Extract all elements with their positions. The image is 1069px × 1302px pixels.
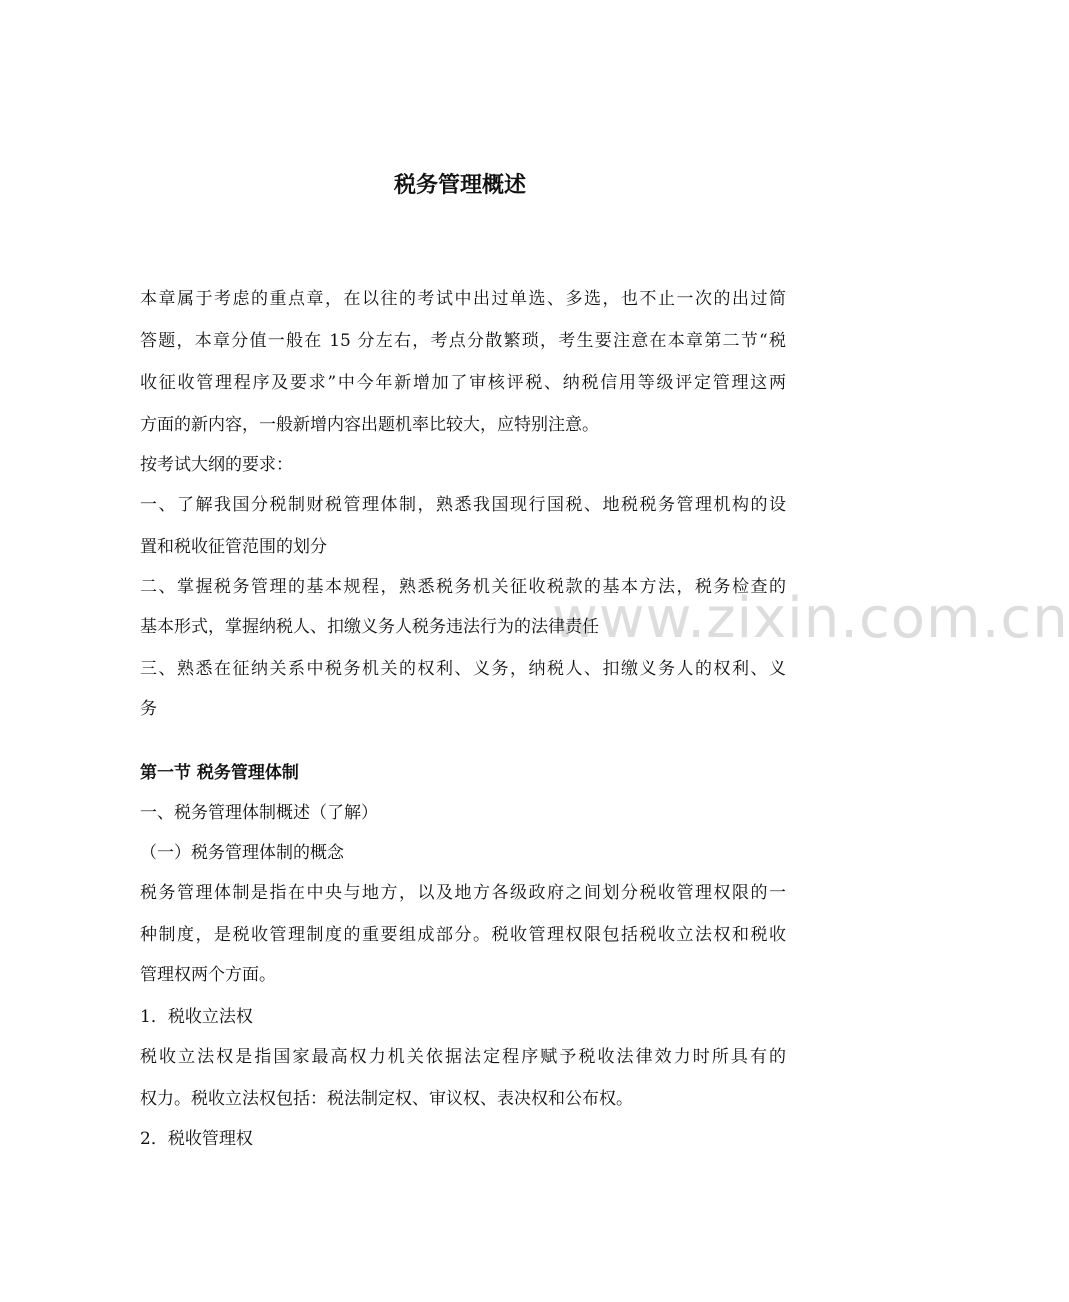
- syllabus-item-line: 务: [140, 699, 157, 719]
- body-paragraph-line: 管理权两个方面。: [140, 965, 276, 985]
- intro-paragraph-line: 收征收管理程序及要求”中今年新增加了审核评税、纳税信用等级评定管理这两: [140, 373, 786, 393]
- subsection-heading: （一）税务管理体制的概念: [140, 843, 344, 863]
- section-heading: 第一节 税务管理体制: [140, 763, 299, 783]
- body-paragraph-line: 种制度，是税收管理制度的重要组成部分。税收管理权限包括税收立法权和税收: [140, 925, 786, 945]
- numbered-heading: 2．税收管理权: [140, 1129, 253, 1149]
- intro-paragraph-line: 方面的新内容，一般新增内容出题机率比较大，应特别注意。: [140, 415, 599, 435]
- body-paragraph-line: 权力。税收立法权包括：税法制定权、审议权、表决权和公布权。: [140, 1089, 633, 1109]
- syllabus-item-line: 三、熟悉在征纳关系中税务机关的权利、义务，纳税人、扣缴义务人的权利、义: [140, 659, 786, 679]
- body-paragraph-line: 税务管理体制是指在中央与地方，以及地方各级政府之间划分税收管理权限的一: [140, 883, 786, 903]
- syllabus-item-line: 二、掌握税务管理的基本规程，熟悉税务机关征收税款的基本方法，税务检查的: [140, 577, 786, 597]
- page-title: 税务管理概述: [393, 173, 526, 198]
- syllabus-item-line: 置和税收征管范围的划分: [140, 537, 327, 557]
- intro-paragraph-line: 本章属于考虑的重点章，在以往的考试中出过单选、多选，也不止一次的出过简: [140, 289, 786, 309]
- syllabus-item-line: 基本形式，掌握纳税人、扣缴义务人税务违法行为的法律责任: [140, 617, 599, 637]
- intro-paragraph-line: 答题，本章分值一般在 15 分左右，考点分散繁琐，考生要注意在本章第二节“税: [140, 331, 786, 351]
- body-paragraph-line: 税收立法权是指国家最高权力机关依据法定程序赋予税收法律效力时所具有的: [140, 1047, 786, 1067]
- subsection-heading: 一、税务管理体制概述（了解）: [140, 803, 378, 823]
- syllabus-heading: 按考试大纲的要求：: [140, 455, 293, 475]
- numbered-heading: 1．税收立法权: [140, 1007, 253, 1027]
- watermark: www.zixin.com.cn: [552, 586, 1069, 651]
- syllabus-item-line: 一、了解我国分税制财税管理体制，熟悉我国现行国税、地税税务管理机构的设: [140, 495, 786, 515]
